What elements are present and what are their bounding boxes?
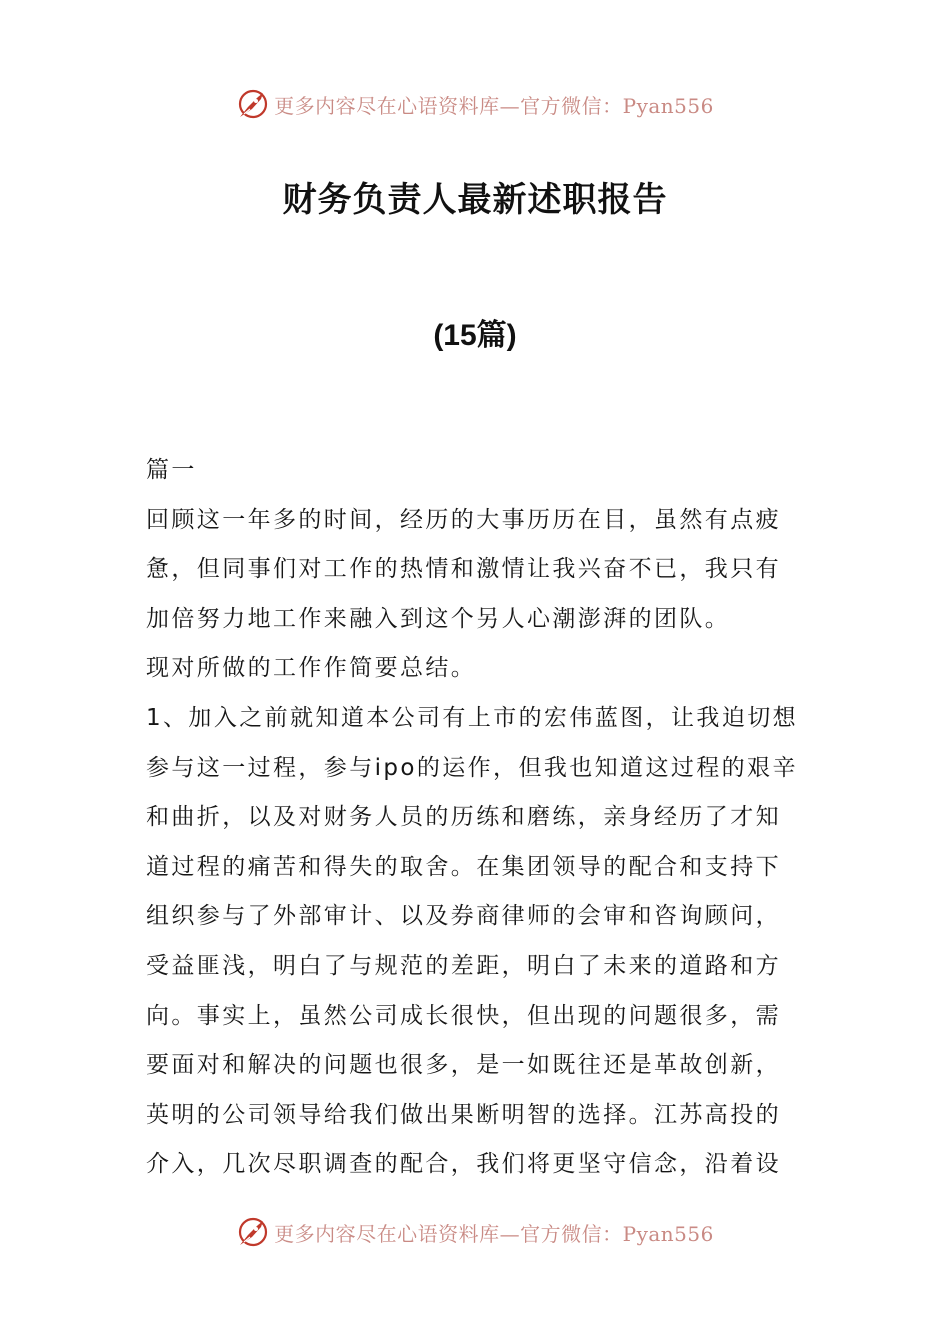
body-line: 加倍努力地工作来融入到这个另人心潮澎湃的团队。 (146, 605, 731, 632)
body-line: 回顾这一年多的时间，经历的大事历历在目，虽然有点疲 (146, 506, 781, 533)
footer-banner (0, 1212, 950, 1252)
body-line: 组织参与了外部审计、以及券商律师的会审和咨询顾问， (146, 903, 781, 930)
document-subtitle: (15篇) (433, 319, 517, 352)
body-line: 惫，但同事们对工作的热情和激情让我兴奋不已，我只有 (146, 556, 781, 583)
body-line: 英明的公司领导给我们做出果断明智的选择。江苏高投的 (146, 1101, 781, 1128)
document-body (146, 446, 808, 1190)
body-line: 要面对和解决的问题也很多，是一如既往还是革故创新， (146, 1052, 781, 1079)
body-line: 1、加入之前就知道本公司有上市的宏伟蓝图，让我迫切想 (146, 704, 799, 731)
body-line: 现对所做的工作作简要总结。 (146, 655, 477, 682)
banner-text: 更多内容尽在心语资料库—官方微信：Pyan556 (274, 1221, 714, 1246)
body-line: 向。事实上，虽然公司成长很快，但出现的问题很多，需 (146, 1002, 781, 1029)
section-heading: 篇一 (146, 457, 197, 483)
document-title: 财务负责人最新述职报告 (282, 180, 668, 220)
header-banner (0, 84, 950, 124)
body-line: 参与这一过程，参与ipo的运作，但我也知道这过程的艰辛 (146, 754, 798, 781)
body-line: 介入，几次尽职调查的配合，我们将更坚守信念，沿着设 (146, 1151, 781, 1178)
banner-text: 更多内容尽在心语资料库—官方微信：Pyan556 (274, 93, 714, 118)
pen-logo-icon (236, 1215, 270, 1249)
body-line: 和曲折，以及对财务人员的历练和磨练，亲身经历了才知 (146, 804, 781, 831)
body-line: 道过程的痛苦和得失的取舍。在集团领导的配合和支持下 (146, 853, 781, 880)
body-line: 受益匪浅，明白了与规范的差距，明白了未来的道路和方 (146, 952, 781, 979)
pen-logo-icon (236, 87, 270, 121)
